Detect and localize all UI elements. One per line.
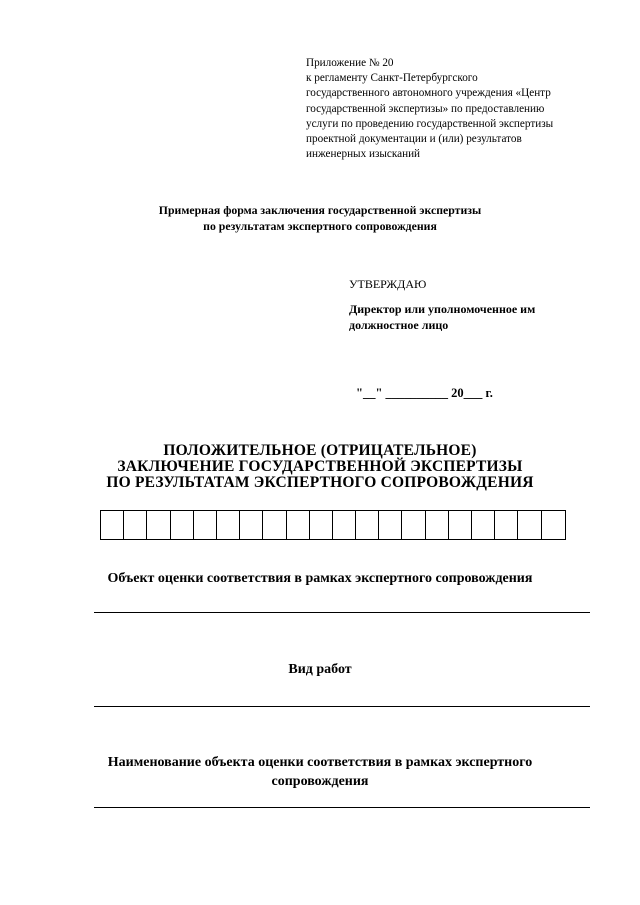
number-box-cell[interactable]	[240, 511, 263, 539]
number-box-cell[interactable]	[101, 511, 124, 539]
form-title-line: по результатам экспертного сопровождения	[203, 218, 437, 233]
appendix-line: к регламенту Санкт-Петербургского	[306, 72, 478, 85]
appendix-line: проектной документации и (или) результатов	[306, 133, 522, 146]
appendix-line: услуги по проведению государственной экспертизы	[306, 117, 554, 130]
number-box-cell[interactable]	[263, 511, 286, 539]
number-box-cell[interactable]	[495, 511, 518, 539]
number-box-cell[interactable]	[379, 511, 402, 539]
number-box-cell[interactable]	[518, 511, 541, 539]
number-box-cell[interactable]	[124, 511, 147, 539]
conclusion-title-line: ПОЛОЖИТЕЛЬНОЕ (ОТРИЦАТЕЛЬНОЕ)	[163, 442, 477, 459]
form-title	[0, 203, 640, 234]
object-name-heading-line: сопровождения	[271, 774, 369, 789]
approval-heading: УТВЕРЖДАЮ	[349, 277, 427, 291]
approval-block	[349, 276, 609, 333]
number-box-cell[interactable]	[356, 511, 379, 539]
object-input-line[interactable]	[94, 612, 590, 613]
number-box-cell[interactable]	[449, 511, 472, 539]
number-box-cell[interactable]	[402, 511, 425, 539]
number-box-cell[interactable]	[217, 511, 240, 539]
number-box-cell[interactable]	[171, 511, 194, 539]
object-name-input-line[interactable]	[94, 807, 590, 808]
work-type-input-line[interactable]	[94, 706, 590, 707]
appendix-line: инженерных изысканий	[306, 148, 421, 161]
number-box-cell[interactable]	[333, 511, 356, 539]
appendix-line: государственной экспертизы» по предоставлению	[306, 102, 545, 115]
number-box-cell[interactable]	[147, 511, 170, 539]
conclusion-title-line: ПО РЕЗУЛЬТАТАМ ЭКСПЕРТНОГО СОПРОВОЖДЕНИЯ	[106, 474, 534, 492]
conclusion-number-boxes[interactable]	[100, 510, 566, 540]
number-box-cell[interactable]	[310, 511, 333, 539]
number-box-cell[interactable]	[472, 511, 495, 539]
appendix-line: государственного автономного учреждения «Центр	[306, 87, 551, 100]
approval-signer	[349, 301, 609, 333]
appendix-line: Приложение № 20	[306, 57, 394, 69]
work-type-heading: Вид работ	[288, 662, 352, 677]
approval-date-field[interactable]: "__" __________ 20___ г.	[356, 386, 493, 400]
object-heading: Объект оценки соответствия в рамках экспертного сопровождения	[107, 571, 533, 586]
approval-signer-line: должностное лицо	[349, 318, 449, 332]
approval-signer-line: Директор или уполномоченное им	[349, 302, 536, 316]
appendix-header	[306, 56, 606, 162]
number-box-cell[interactable]	[426, 511, 449, 539]
number-box-cell[interactable]	[194, 511, 217, 539]
number-box-cell[interactable]	[542, 511, 565, 539]
object-name-heading	[0, 753, 640, 791]
form-title-line: Примерная форма заключения государственной экспертизы	[158, 203, 482, 217]
conclusion-title-line: ЗАКЛЮЧЕНИЕ ГОСУДАРСТВЕННОЙ ЭКСПЕРТИЗЫ	[117, 458, 523, 476]
object-name-heading-line: Наименование объекта оценки соответствия в рамках экспертного	[107, 755, 533, 770]
conclusion-title	[0, 443, 640, 492]
number-box-cell[interactable]	[287, 511, 310, 539]
